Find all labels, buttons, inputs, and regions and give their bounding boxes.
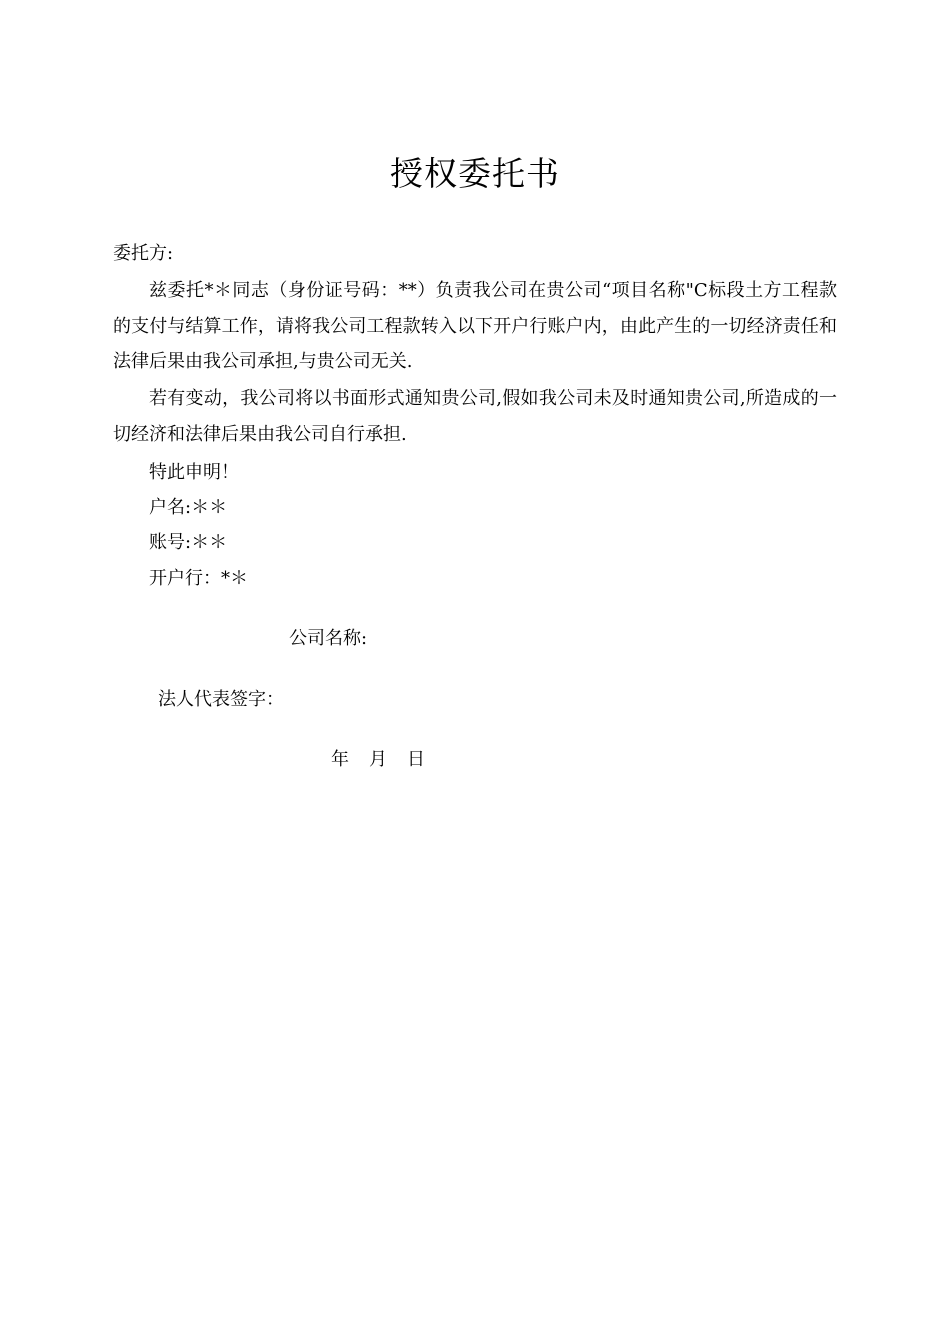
declaration-line: 特此申明！ [149, 462, 239, 483]
bank-line: 开户行：*＊ [149, 568, 248, 589]
paragraph-authorization: 兹委托*＊同志（身份证号码：**）负责我公司在贵公司“项目名称"C标段土方工程款的支付与结算工作，请将我公司工程款转入以下开户行账户内，由此产生的一切经济责任和法律后果由我公司承担,与贵公司无关. [113, 280, 837, 372]
account-name-line: 户名:＊＊ [149, 497, 228, 518]
date-day: 日 [407, 749, 425, 770]
document-title: 授权委托书 [390, 154, 560, 193]
legal-representative-signature-label: 法人代表签字： [158, 689, 284, 710]
date-year: 年 [331, 749, 349, 770]
date-month: 月 [369, 749, 387, 770]
company-name-label: 公司名称: [289, 628, 368, 649]
account-number-line: 账号:＊＊ [149, 532, 228, 553]
addressee-line: 委托方: [113, 243, 174, 264]
paragraph-changes: 若有变动，我公司将以书面形式通知贵公司,假如我公司未及时通知贵公司,所造成的一切经济和法律后果由我公司自行承担. [113, 388, 837, 445]
date-line [331, 748, 445, 772]
